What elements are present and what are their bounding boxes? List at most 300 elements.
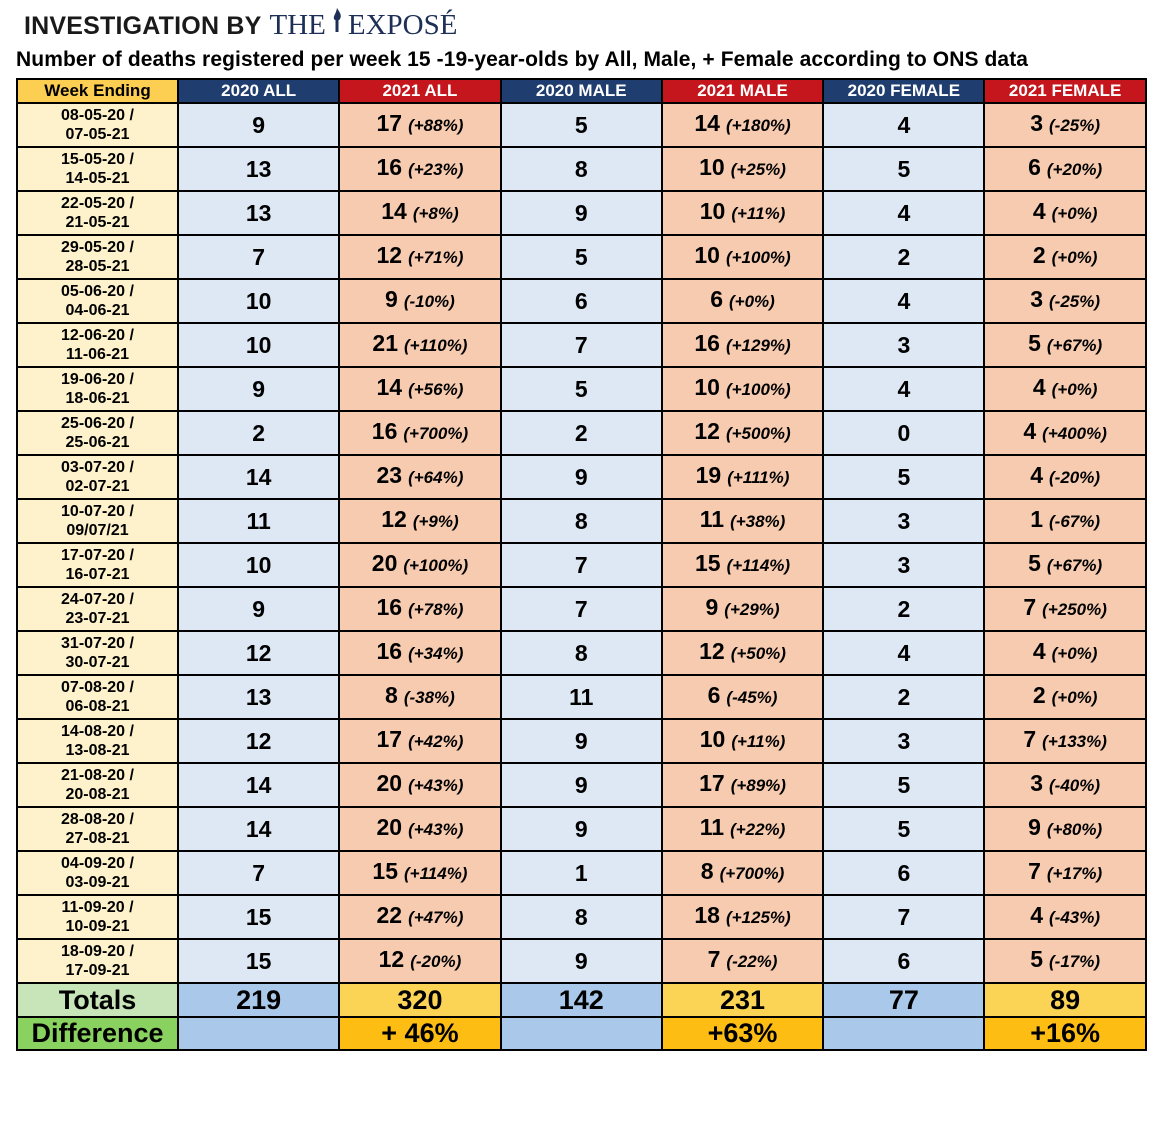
change-2021-all: (+23%): [408, 160, 464, 179]
value-2021-female-cell: [984, 939, 1145, 983]
value-2020-all: 13: [178, 191, 339, 235]
column-header-week-ending: Week Ending: [17, 79, 178, 103]
week-ending-cell: [17, 411, 178, 455]
change-2021-all: (+56%): [408, 380, 464, 399]
value-2020-all: 15: [178, 939, 339, 983]
value-2020-female: 6: [823, 939, 984, 983]
value-2021-all: 21: [372, 330, 398, 356]
value-2020-male: 5: [501, 103, 662, 147]
value-2021-all: 14: [376, 374, 403, 400]
week-2021-date: 27-08-21: [65, 830, 130, 847]
value-2021-male: 7: [707, 946, 721, 972]
change-2021-all: (-10%): [403, 292, 455, 311]
value-2021-all: 16: [376, 638, 403, 664]
value-2021-male-cell: [662, 235, 823, 279]
value-2021-female: 4: [1030, 902, 1044, 928]
value-2021-female-cell: [984, 631, 1145, 675]
value-2021-female: 7: [1028, 858, 1041, 884]
change-2021-all: (+110%): [404, 336, 468, 355]
value-2021-male-cell: [662, 587, 823, 631]
table-row: [17, 719, 1146, 763]
value-2021-female: 4: [1023, 418, 1037, 444]
value-2020-all: 14: [178, 763, 339, 807]
table-row: [17, 235, 1146, 279]
brand-expose-wordmark: [269, 6, 457, 42]
value-2021-female: 5: [1028, 330, 1041, 356]
total-2021-male: 231: [662, 983, 823, 1017]
value-2021-female: 3: [1030, 770, 1044, 796]
change-2021-all: (+100%): [403, 556, 469, 575]
value-2021-female-cell: [984, 323, 1145, 367]
value-2021-male-cell: [662, 763, 823, 807]
change-2021-all: (+64%): [408, 468, 464, 487]
value-2020-male: 9: [501, 807, 662, 851]
value-2020-male: 7: [501, 323, 662, 367]
week-ending-cell: [17, 675, 178, 719]
week-2021-date: 04-06-21: [65, 302, 130, 319]
week-2021-date: 14-05-21: [65, 170, 130, 187]
value-2021-all-cell: [339, 675, 500, 719]
week-ending-cell: [17, 895, 178, 939]
value-2021-male-cell: [662, 455, 823, 499]
week-2021-date: 17-09-21: [65, 962, 130, 979]
week-ending-cell: [17, 587, 178, 631]
table-row: [17, 103, 1146, 147]
value-2021-all-cell: [339, 719, 500, 763]
value-2021-all: 12: [378, 946, 405, 972]
value-2021-female: 5: [1028, 550, 1041, 576]
change-2021-female: (+400%): [1042, 424, 1107, 443]
value-2020-male: 9: [501, 455, 662, 499]
change-2021-female: (-40%): [1049, 776, 1101, 795]
value-2020-male: 9: [501, 939, 662, 983]
change-2021-female: (+0%): [1051, 248, 1098, 267]
value-2021-female-cell: [984, 807, 1145, 851]
value-2021-male-cell: [662, 807, 823, 851]
value-2021-male: 15: [695, 550, 721, 576]
value-2021-female-cell: [984, 147, 1145, 191]
value-2020-female: 0: [823, 411, 984, 455]
week-2020-date: 17-07-20 /: [61, 547, 134, 564]
week-ending-cell: [17, 191, 178, 235]
value-2020-male: 8: [501, 147, 662, 191]
change-2021-all: (+34%): [408, 644, 464, 663]
value-2021-male: 12: [694, 418, 720, 444]
table-row: [17, 587, 1146, 631]
value-2020-female: 6: [823, 851, 984, 895]
change-2021-all: (+88%): [408, 116, 464, 135]
change-2021-female: (-20%): [1049, 468, 1101, 487]
value-2021-female: 4: [1030, 462, 1044, 488]
week-2020-date: 31-07-20 /: [61, 635, 134, 652]
change-2021-male: (+89%): [730, 776, 786, 795]
value-2021-male-cell: [662, 147, 823, 191]
value-2020-male: 1: [501, 851, 662, 895]
table-row: [17, 455, 1146, 499]
change-2021-male: (-22%): [726, 952, 778, 971]
week-2021-date: 10-09-21: [65, 918, 130, 935]
week-2020-date: 18-09-20 /: [61, 943, 134, 960]
value-2020-male: 9: [501, 191, 662, 235]
value-2021-male: 18: [694, 902, 720, 928]
value-2021-female-cell: [984, 191, 1145, 235]
total-2021-female: 89: [984, 983, 1145, 1017]
value-2020-female: 3: [823, 323, 984, 367]
table-row: [17, 631, 1146, 675]
brand-investigation-label: INVESTIGATION BY: [24, 12, 262, 40]
value-2021-male-cell: [662, 895, 823, 939]
table-row: [17, 279, 1146, 323]
week-2020-date: 05-06-20 /: [61, 283, 134, 300]
week-2020-date: 28-08-20 /: [61, 811, 134, 828]
brand-logo: [24, 6, 457, 42]
week-ending-cell: [17, 543, 178, 587]
value-2021-male: 17: [699, 770, 725, 796]
change-2021-male: (+100%): [725, 380, 791, 399]
week-2020-date: 03-07-20 /: [61, 459, 134, 476]
value-2021-all-cell: [339, 895, 500, 939]
week-2021-date: 30-07-21: [65, 654, 130, 671]
change-2021-all: (+43%): [408, 820, 464, 839]
value-2021-all: 20: [371, 550, 398, 576]
value-2020-female: 3: [823, 543, 984, 587]
brand-the-label: THE: [269, 9, 326, 41]
value-2021-female-cell: [984, 675, 1145, 719]
column-header-2021-male: 2021 MALE: [662, 79, 823, 103]
total-2020-all: 219: [178, 983, 339, 1017]
value-2021-female-cell: [984, 367, 1145, 411]
value-2020-all: 9: [178, 587, 339, 631]
value-2020-female: 7: [823, 895, 984, 939]
value-2020-all: 9: [178, 103, 339, 147]
week-2020-date: 19-06-20 /: [61, 371, 134, 388]
week-2020-date: 12-06-20 /: [61, 327, 134, 344]
value-2021-male: 10: [699, 198, 726, 224]
value-2021-all-cell: [339, 235, 500, 279]
value-2021-male: 10: [694, 374, 720, 400]
value-2021-female-cell: [984, 719, 1145, 763]
change-2021-female: (+0%): [1051, 204, 1098, 223]
value-2021-all: 14: [381, 198, 407, 224]
difference-row: [17, 1017, 1146, 1050]
week-2020-date: 22-05-20 /: [61, 195, 134, 212]
value-2020-all: 14: [178, 807, 339, 851]
value-2020-all: 12: [178, 719, 339, 763]
value-2021-all-cell: [339, 587, 500, 631]
change-2021-male: (+29%): [724, 600, 780, 619]
table-row: [17, 499, 1146, 543]
value-2020-female: 2: [823, 675, 984, 719]
value-2020-male: 2: [501, 411, 662, 455]
value-2021-all: 17: [376, 726, 403, 752]
value-2021-female: 3: [1030, 110, 1044, 136]
change-2021-female: (-43%): [1049, 908, 1101, 927]
week-2020-date: 04-09-20 /: [61, 855, 134, 872]
week-2021-date: 02-07-21: [65, 478, 130, 495]
change-2021-male: (+114%): [726, 556, 791, 575]
week-2021-date: 20-08-21: [65, 786, 130, 803]
difference-2020-all: [178, 1017, 339, 1050]
change-2021-male: (+11%): [731, 732, 786, 751]
table-row: [17, 323, 1146, 367]
week-2020-date: 24-07-20 /: [61, 591, 134, 608]
value-2021-female-cell: [984, 499, 1145, 543]
difference-2020-male: [501, 1017, 662, 1050]
value-2021-male: 6: [710, 286, 724, 312]
change-2021-male: (+50%): [730, 644, 786, 663]
value-2021-all-cell: [339, 807, 500, 851]
value-2021-male: 10: [699, 726, 726, 752]
week-ending-cell: [17, 807, 178, 851]
change-2021-all: (+47%): [408, 908, 464, 927]
change-2021-all: (+42%): [408, 732, 464, 751]
value-2021-male-cell: [662, 103, 823, 147]
value-2021-all-cell: [339, 323, 500, 367]
value-2021-male: 10: [699, 154, 725, 180]
column-header-2021-all: 2021 ALL: [339, 79, 500, 103]
week-2021-date: 28-05-21: [65, 258, 130, 275]
value-2021-male-cell: [662, 279, 823, 323]
value-2020-male: 8: [501, 499, 662, 543]
change-2021-male: (+38%): [730, 512, 786, 531]
table-row: [17, 763, 1146, 807]
value-2021-all: 23: [376, 462, 403, 488]
value-2021-male: 19: [695, 462, 722, 488]
value-2021-male-cell: [662, 631, 823, 675]
value-2020-male: 8: [501, 631, 662, 675]
value-2020-female: 3: [823, 719, 984, 763]
value-2021-female: 4: [1032, 198, 1046, 224]
column-header-2020-male: 2020 MALE: [501, 79, 662, 103]
torch-icon: [328, 6, 346, 34]
change-2021-female: (+67%): [1046, 336, 1103, 355]
week-ending-cell: [17, 367, 178, 411]
change-2021-all: (-38%): [403, 688, 455, 707]
value-2021-all: 22: [376, 902, 403, 928]
change-2021-female: (-25%): [1049, 292, 1101, 311]
table-row: [17, 543, 1146, 587]
value-2021-female-cell: [984, 543, 1145, 587]
value-2021-male: 16: [694, 330, 720, 356]
change-2021-male: (+25%): [730, 160, 786, 179]
week-2020-date: 11-09-20 /: [61, 899, 134, 916]
table-row: [17, 895, 1146, 939]
change-2021-female: (-67%): [1049, 512, 1101, 531]
value-2021-all: 8: [385, 682, 398, 708]
value-2020-female: 5: [823, 807, 984, 851]
week-ending-cell: [17, 279, 178, 323]
table-row: [17, 191, 1146, 235]
value-2021-female: 2: [1032, 242, 1046, 268]
change-2021-female: (+0%): [1051, 380, 1098, 399]
value-2020-female: 5: [823, 147, 984, 191]
totals-row: [17, 983, 1146, 1017]
value-2020-female: 5: [823, 763, 984, 807]
value-2021-all: 16: [376, 594, 403, 620]
value-2020-male: 9: [501, 763, 662, 807]
change-2021-female: (+133%): [1042, 732, 1107, 751]
change-2021-male: (-45%): [726, 688, 778, 707]
week-ending-cell: [17, 103, 178, 147]
table-header-row: [17, 79, 1146, 103]
value-2021-male: 12: [699, 638, 725, 664]
value-2021-female-cell: [984, 587, 1145, 631]
change-2021-all: (+700%): [403, 424, 469, 443]
change-2021-all: (+8%): [412, 204, 459, 223]
value-2021-male-cell: [662, 367, 823, 411]
value-2021-all: 17: [376, 110, 403, 136]
value-2021-male-cell: [662, 411, 823, 455]
table-row: [17, 411, 1146, 455]
value-2021-all: 12: [376, 242, 403, 268]
value-2021-female-cell: [984, 235, 1145, 279]
value-2021-male-cell: [662, 675, 823, 719]
value-2021-all: 20: [376, 814, 403, 840]
deaths-table: [16, 78, 1147, 1051]
table-row: [17, 851, 1146, 895]
value-2021-female: 1: [1030, 506, 1044, 532]
table-row: [17, 147, 1146, 191]
value-2020-male: 5: [501, 367, 662, 411]
value-2020-female: 2: [823, 587, 984, 631]
value-2020-female: 3: [823, 499, 984, 543]
value-2020-all: 10: [178, 543, 339, 587]
value-2020-female: 4: [823, 191, 984, 235]
value-2021-female: 6: [1028, 154, 1041, 180]
difference-2021-all: + 46%: [339, 1017, 500, 1050]
value-2021-male: 8: [700, 858, 714, 884]
value-2020-all: 7: [178, 235, 339, 279]
week-ending-cell: [17, 235, 178, 279]
value-2021-all: 20: [376, 770, 403, 796]
value-2021-female: 2: [1032, 682, 1046, 708]
week-2021-date: 23-07-21: [65, 610, 130, 627]
value-2021-male-cell: [662, 543, 823, 587]
week-2020-date: 07-08-20 /: [61, 679, 134, 696]
week-2021-date: 06-08-21: [65, 698, 130, 715]
value-2020-female: 4: [823, 103, 984, 147]
week-2021-date: 07-05-21: [65, 126, 130, 143]
value-2021-all: 9: [385, 286, 398, 312]
change-2021-female: (+80%): [1046, 820, 1103, 839]
value-2021-all-cell: [339, 367, 500, 411]
change-2021-male: (+125%): [725, 908, 791, 927]
change-2021-male: (+129%): [725, 336, 791, 355]
value-2020-female: 4: [823, 279, 984, 323]
week-2021-date: 16-07-21: [65, 566, 130, 583]
change-2021-male: (+11%): [731, 204, 786, 223]
change-2021-female: (+0%): [1051, 688, 1098, 707]
value-2021-male-cell: [662, 499, 823, 543]
value-2021-all-cell: [339, 147, 500, 191]
table-row: [17, 367, 1146, 411]
value-2020-all: 11: [178, 499, 339, 543]
change-2021-male: (+0%): [729, 292, 775, 311]
change-2021-all: (+71%): [408, 248, 464, 267]
value-2020-male: 5: [501, 235, 662, 279]
column-header-2020-female: 2020 FEMALE: [823, 79, 984, 103]
totals-label: Totals: [17, 983, 178, 1017]
value-2020-male: 8: [501, 895, 662, 939]
value-2021-all: 15: [372, 858, 398, 884]
value-2021-all-cell: [339, 763, 500, 807]
total-2020-female: 77: [823, 983, 984, 1017]
value-2020-male: 6: [501, 279, 662, 323]
table-row: [17, 939, 1146, 983]
value-2020-all: 10: [178, 279, 339, 323]
week-2020-date: 10-07-20 /: [61, 503, 134, 520]
value-2020-all: 12: [178, 631, 339, 675]
value-2021-all-cell: [339, 499, 500, 543]
value-2021-all: 12: [381, 506, 407, 532]
week-2020-date: 08-05-20 /: [61, 107, 134, 124]
value-2020-male: 7: [501, 543, 662, 587]
table-row: [17, 675, 1146, 719]
week-2020-date: 25-06-20 /: [61, 415, 134, 432]
value-2020-female: 5: [823, 455, 984, 499]
week-2021-date: 25-06-21: [65, 434, 130, 451]
value-2021-all-cell: [339, 939, 500, 983]
value-2020-all: 14: [178, 455, 339, 499]
value-2020-male: 7: [501, 587, 662, 631]
value-2020-all: 10: [178, 323, 339, 367]
week-2020-date: 15-05-20 /: [61, 151, 134, 168]
week-2021-date: 03-09-21: [65, 874, 130, 891]
value-2021-male-cell: [662, 323, 823, 367]
column-header-2020-all: 2020 ALL: [178, 79, 339, 103]
value-2021-female-cell: [984, 851, 1145, 895]
total-2020-male: 142: [501, 983, 662, 1017]
value-2021-male: 11: [699, 506, 725, 532]
value-2021-all-cell: [339, 631, 500, 675]
week-2021-date: 13-08-21: [65, 742, 130, 759]
week-ending-cell: [17, 763, 178, 807]
difference-2020-female: [823, 1017, 984, 1050]
week-ending-cell: [17, 455, 178, 499]
value-2020-female: 4: [823, 367, 984, 411]
change-2021-female: (-17%): [1049, 952, 1101, 971]
week-2021-date: 11-06-21: [65, 346, 130, 363]
week-ending-cell: [17, 851, 178, 895]
value-2021-male: 10: [694, 242, 720, 268]
value-2021-female-cell: [984, 279, 1145, 323]
value-2020-all: 2: [178, 411, 339, 455]
value-2020-all: 15: [178, 895, 339, 939]
value-2021-all-cell: [339, 191, 500, 235]
brand-expose-label: EXPOSÉ: [347, 9, 458, 41]
value-2021-all-cell: [339, 279, 500, 323]
value-2021-female: 3: [1030, 286, 1044, 312]
change-2021-all: (+9%): [412, 512, 459, 531]
change-2021-female: (+0%): [1051, 644, 1098, 663]
value-2021-female-cell: [984, 103, 1145, 147]
change-2021-male: (+700%): [719, 864, 785, 883]
week-2020-date: 29-05-20 /: [61, 239, 134, 256]
change-2021-male: (+180%): [725, 116, 791, 135]
week-ending-cell: [17, 631, 178, 675]
week-2021-date: 18-06-21: [65, 390, 130, 407]
difference-label: Difference: [17, 1017, 178, 1050]
change-2021-all: (-20%): [410, 952, 462, 971]
week-2021-date: 09/07/21: [66, 522, 129, 539]
value-2020-male: 11: [501, 675, 662, 719]
value-2020-all: 13: [178, 675, 339, 719]
value-2021-female-cell: [984, 455, 1145, 499]
week-2020-date: 14-08-20 /: [61, 723, 134, 740]
value-2020-male: 9: [501, 719, 662, 763]
value-2021-male: 9: [705, 594, 719, 620]
change-2021-all: (+43%): [408, 776, 464, 795]
